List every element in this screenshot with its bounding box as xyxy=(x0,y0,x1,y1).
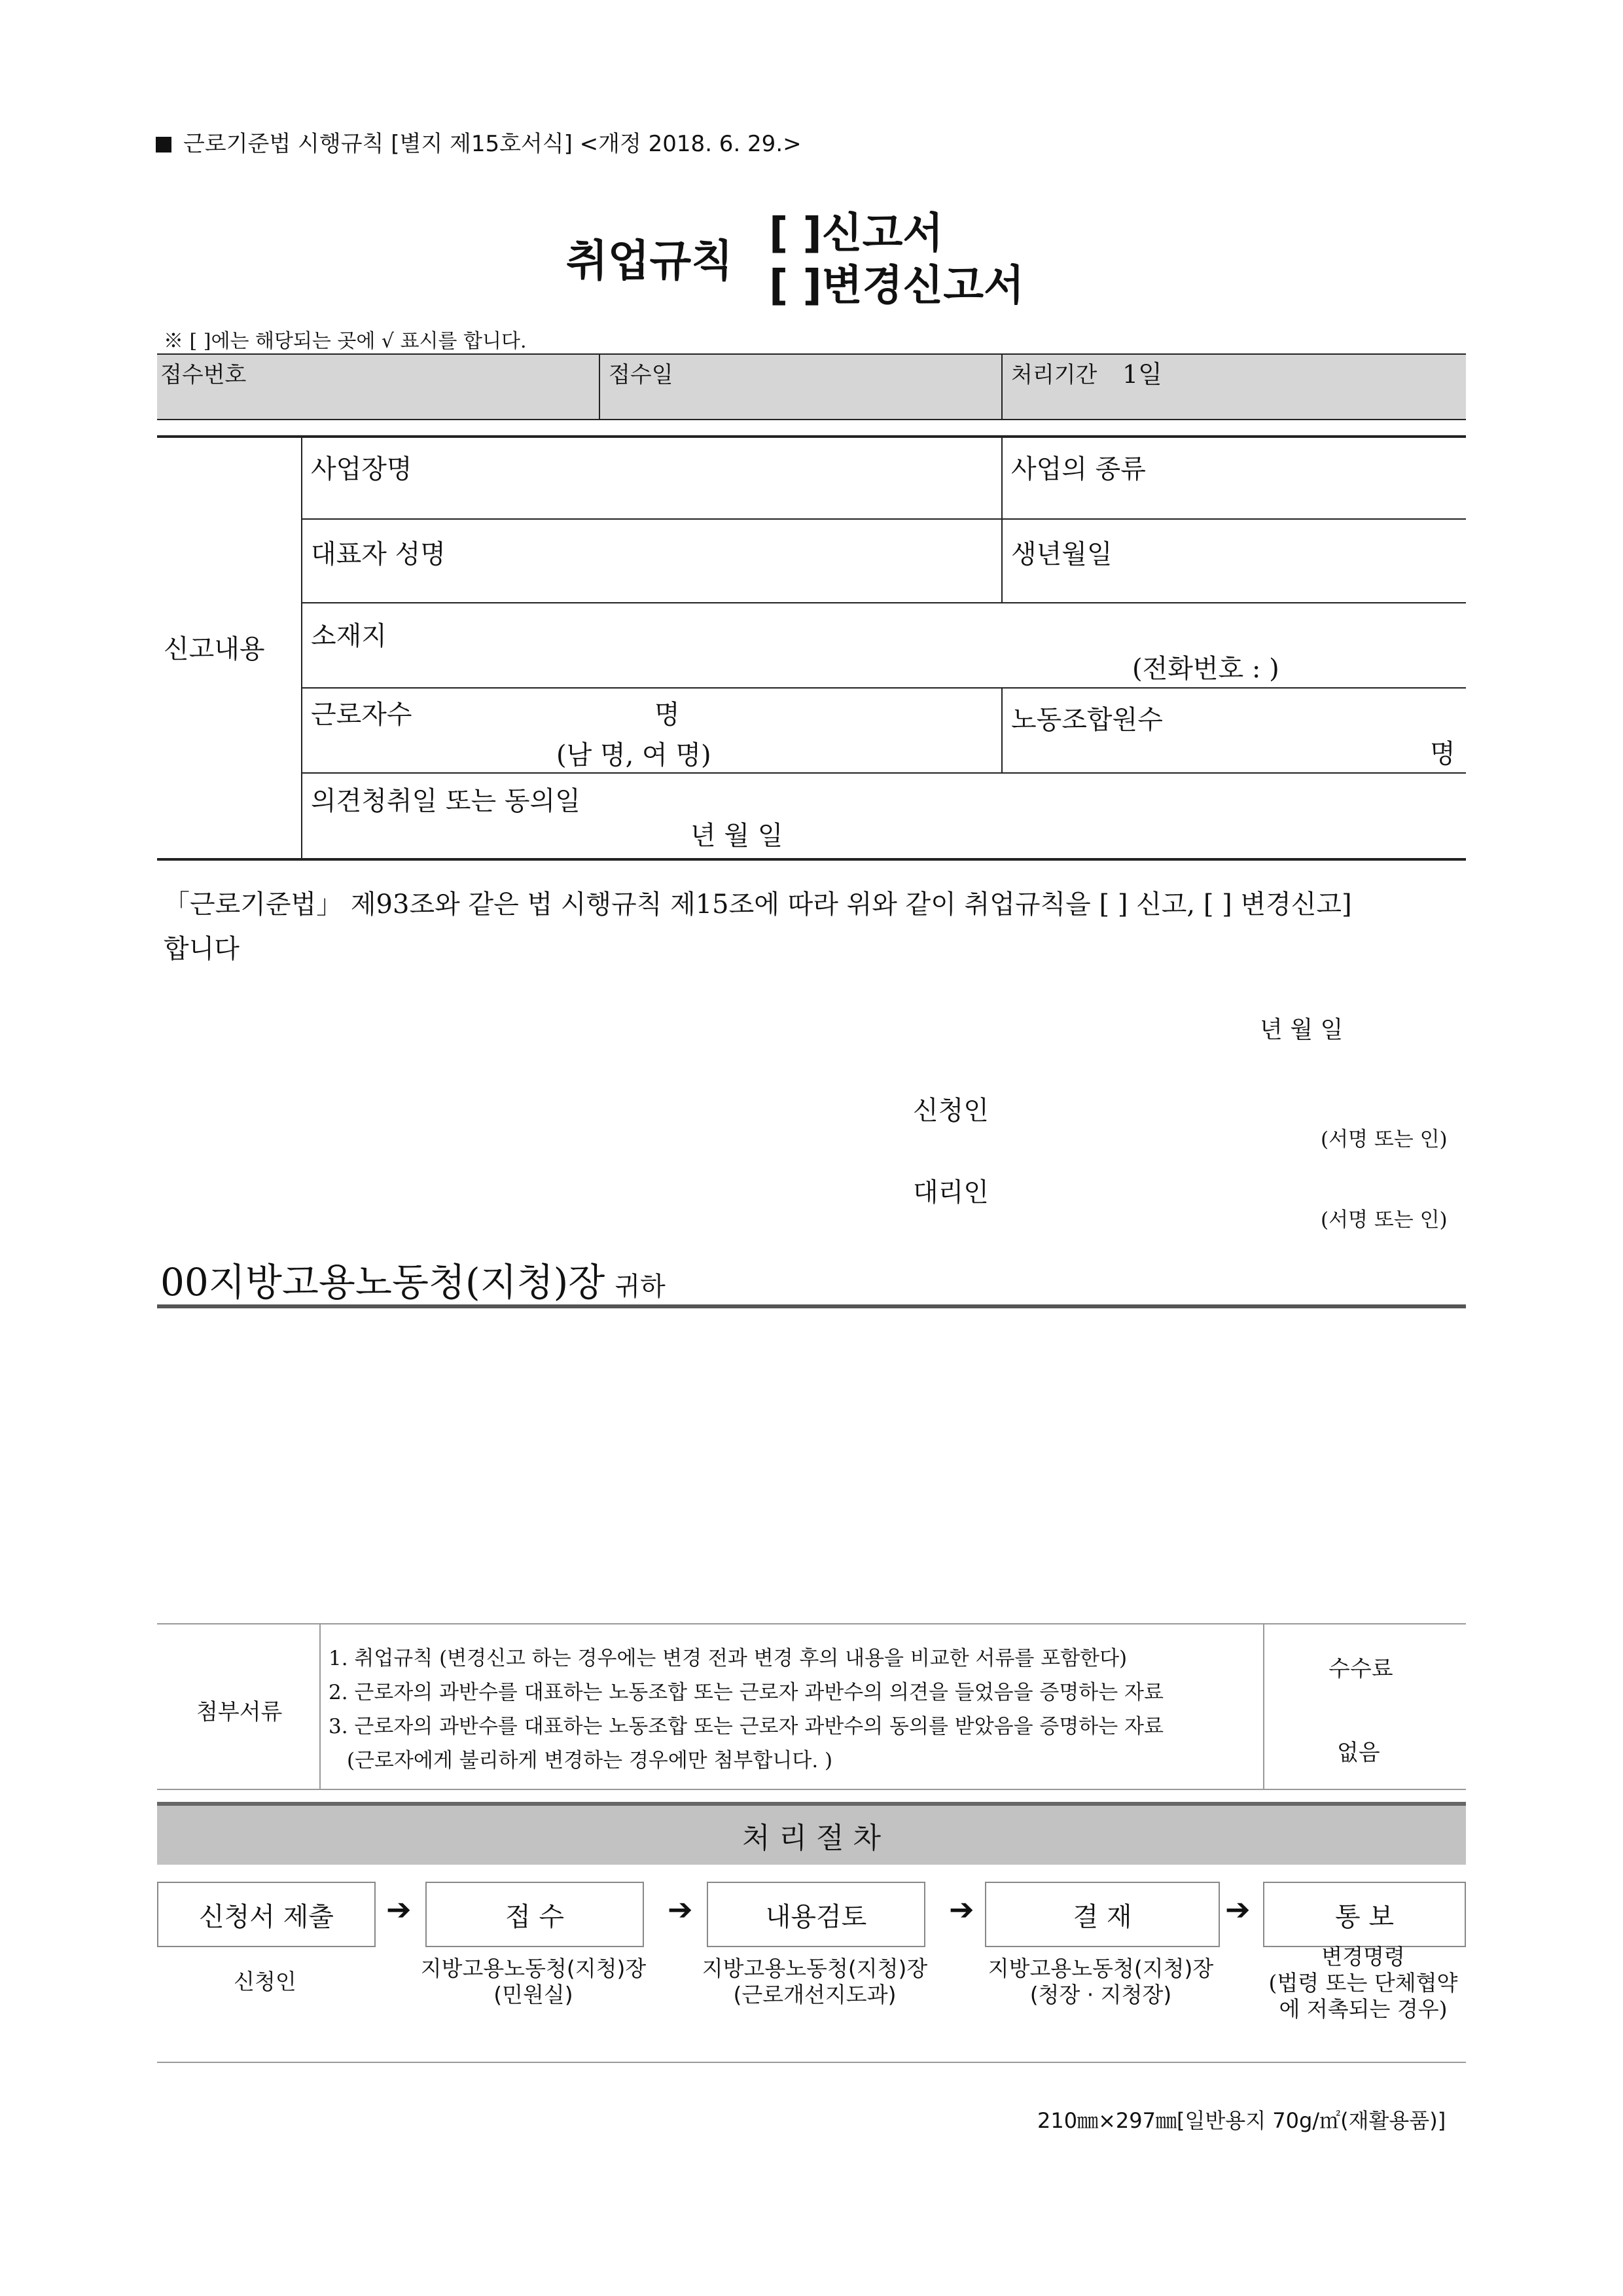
step-notify-who-line: 변경명령 xyxy=(1321,1944,1405,1969)
agent-label: 대리인 xyxy=(913,1177,989,1208)
processing-period-label: 처리기간 xyxy=(1011,362,1097,388)
address-label: 소재지 xyxy=(311,621,387,651)
applicant-label: 신청인 xyxy=(913,1096,989,1126)
square-bullet-icon xyxy=(156,137,171,152)
form-reference-text: 근로기준법 시행규칙 [별지 제15호서식] <개정 2018. 6. 29.> xyxy=(183,131,802,157)
step-receive-box xyxy=(425,1882,644,1947)
step-approval-box xyxy=(985,1882,1220,1947)
receipt-number-label: 접수번호 xyxy=(160,362,247,388)
agent-signature: (서명 또는 인) xyxy=(1321,1208,1448,1232)
step-review-box xyxy=(707,1882,925,1947)
step-receive-who xyxy=(402,1956,664,2008)
statement-line-1: 「근로기준법」 제93조와 같은 법 시행규칙 제15조에 따라 위와 같이 취업규칙을 [ ] 신고, [ ] 변경신고] xyxy=(164,889,1352,920)
step-review-who-line: 지방고용노동청(지청)장 xyxy=(702,1956,928,1981)
procedure-header xyxy=(157,1806,1466,1865)
arrow-right-icon: ➔ xyxy=(668,1892,693,1927)
phone-number-label: (전화번호 : ) xyxy=(1132,654,1279,684)
step-notify-who xyxy=(1243,1944,1483,2022)
title-option-change-report: [ ]변경신고서 xyxy=(769,262,1024,310)
receipt-row xyxy=(157,353,1466,419)
addressee xyxy=(160,1251,666,1306)
step-approval-who xyxy=(970,1956,1232,2008)
step-notify-box xyxy=(1263,1882,1466,1947)
step-approval-who-line: 지방고용노동청(지청)장 xyxy=(988,1956,1214,1981)
step-review-who xyxy=(684,1956,946,2008)
attachment-item-1: 1. 취업규칙 (변경신고 하는 경우에는 변경 전과 변경 후의 내용을 비교한 서류를 포함한다) xyxy=(329,1647,1128,1670)
step-submit-who xyxy=(157,1969,373,1995)
checkbox-note: ※ [ ]에는 해당되는 곳에 √ 표시를 합니다. xyxy=(164,330,527,353)
title-option-report: [ ]신고서 xyxy=(769,209,944,258)
worker-gender-breakdown: (남 명, 여 명) xyxy=(556,740,711,770)
representative-name-label: 대표자 성명 xyxy=(311,539,446,569)
worker-count-label: 근로자수 xyxy=(311,700,412,730)
processing-period-value: 1일 xyxy=(1122,360,1162,389)
receipt-date-label: 접수일 xyxy=(609,362,673,388)
paper-spec-footer: 210㎜×297㎜[일반용지 70g/㎡(재활용품)] xyxy=(1037,2108,1446,2133)
step-receive-who-line: 지방고용노동청(지청)장 xyxy=(420,1956,647,1981)
arrow-right-icon: ➔ xyxy=(1225,1892,1251,1927)
attachments-label: 첨부서류 xyxy=(196,1699,283,1725)
step-review-label: 내용검토 xyxy=(765,1901,867,1932)
business-name-label: 사업장명 xyxy=(311,454,412,484)
form-reference xyxy=(156,126,802,158)
attachment-item-3-note: (근로자에게 불리하게 변경하는 경우에만 첨부합니다. ) xyxy=(347,1749,833,1772)
step-approval-label: 결 재 xyxy=(1073,1901,1132,1932)
step-notify-who-line: (법령 또는 단체협약 xyxy=(1268,1970,1458,1996)
opinion-date-value: 년 월 일 xyxy=(690,821,783,851)
union-member-count-unit: 명 xyxy=(1430,739,1455,769)
step-review-who-line: (근로개선지도과) xyxy=(733,1982,897,2007)
step-notify-label: 통 보 xyxy=(1335,1901,1394,1932)
step-submit-who-line: 신청인 xyxy=(234,1969,296,1994)
arrow-right-icon: ➔ xyxy=(949,1892,974,1927)
fee-value: 없음 xyxy=(1337,1740,1380,1766)
attachment-item-2: 2. 근로자의 과반수를 대표하는 노동조합 또는 근로자 과반수의 의견을 들었음을 증명하는 자료 xyxy=(329,1681,1164,1704)
procedure-title: 처 리 절 차 xyxy=(742,1821,881,1855)
step-notify-who-line: 에 저촉되는 경우) xyxy=(1279,1996,1448,2022)
addressee-office: 00지방고용노동청(지청)장 xyxy=(160,1260,605,1304)
arrow-right-icon: ➔ xyxy=(386,1892,412,1927)
business-type-label: 사업의 종류 xyxy=(1011,454,1146,484)
form-title: 취업규칙 xyxy=(566,236,734,286)
attachment-item-3: 3. 근로자의 과반수를 대표하는 노동조합 또는 근로자 과반수의 동의를 받았음을 증명하는 자료 xyxy=(329,1715,1164,1738)
union-member-count-label: 노동조합원수 xyxy=(1011,705,1163,735)
step-receive-who-line: (민원실) xyxy=(493,1982,573,2007)
applicant-signature: (서명 또는 인) xyxy=(1321,1128,1448,1151)
step-submit-box xyxy=(157,1882,376,1947)
statement-line-2: 합니다 xyxy=(164,934,240,964)
birth-date-label: 생년월일 xyxy=(1011,539,1113,569)
fee-label: 수수료 xyxy=(1329,1656,1393,1682)
step-receive-label: 접 수 xyxy=(505,1901,564,1932)
worker-count-unit: 명 xyxy=(654,700,680,730)
opinion-date-label: 의견청취일 또는 동의일 xyxy=(311,786,580,816)
step-approval-who-line: (청장 · 지청장) xyxy=(1029,1982,1172,2007)
addressee-suffix: 귀하 xyxy=(615,1272,666,1302)
report-section-label: 신고내용 xyxy=(164,634,265,664)
application-date: 년 월 일 xyxy=(1260,1016,1344,1043)
step-submit-label: 신청서 제출 xyxy=(199,1901,334,1932)
